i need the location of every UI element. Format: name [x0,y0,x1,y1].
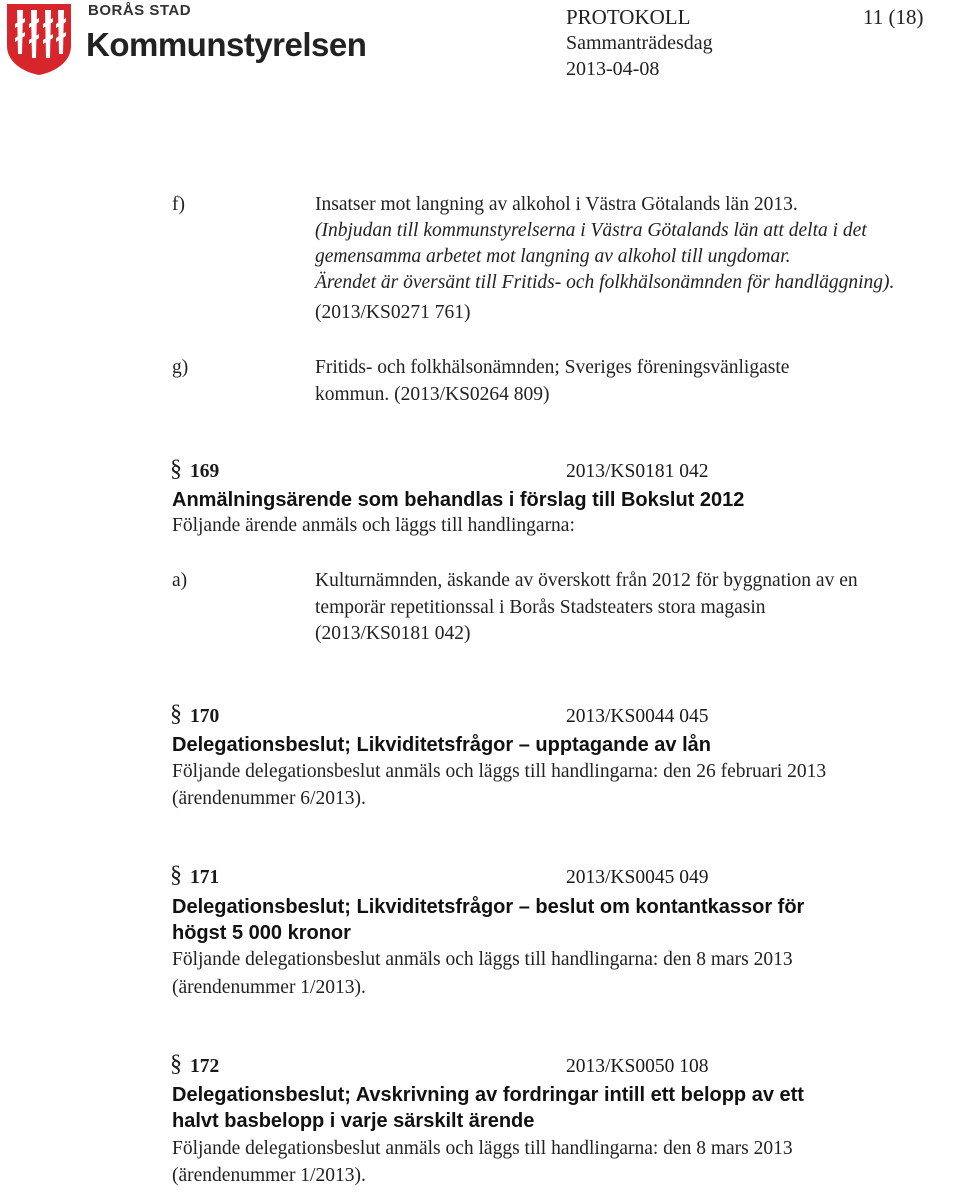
paragraph-title: halvt basbelopp i varje särskilt ärende [172,1110,535,1132]
sub-item-label: a) [172,570,188,591]
paragraph-body: (ärendenummer 1/2013). [172,977,366,998]
case-reference: 2013/KS0044 045 [566,706,709,727]
item-line: (2013/KS0271 761) [315,302,471,323]
section-sign: § [170,1051,182,1077]
paragraph-title: Anmälningsärende som behandlas i förslag till Bokslut 2012 [172,489,745,511]
section-sign: § [170,701,182,727]
paragraph-title: högst 5 000 kronor [172,922,351,944]
paragraph-body: (ärendenummer 6/2013). [172,788,366,809]
case-reference: 2013/KS0045 049 [566,867,709,888]
paragraph-body: Följande ärende anmäls och läggs till handlingarna: [172,515,575,536]
item-line: gemensamma arbetet mot langning av alkohol till ungdomar. [315,246,791,267]
section-sign: § [170,862,182,888]
paragraph-number: 169 [190,461,220,482]
item-line: kommun. (2013/KS0264 809) [315,384,550,405]
page-number: 11 (18) [863,5,924,29]
item-label: f) [172,194,185,215]
sub-item-line: (2013/KS0181 042) [315,623,471,644]
paragraph-number: 171 [190,867,220,888]
paragraph-title: Delegationsbeslut; Likviditetsfrågor – upptagande av lån [172,734,711,756]
item-line: (Inbjudan till kommunstyrelserna i Västra Götalands län att delta i det [315,220,867,241]
item-line: Fritids- och folkhälsonämnden; Sveriges föreningsvänligaste [315,357,790,378]
paragraph-title: Delegationsbeslut; Likviditetsfrågor – beslut om kontantkassor för [172,896,805,918]
meeting-date: 2013-04-08 [566,58,660,80]
paragraph-body: (ärendenummer 1/2013). [172,1165,366,1186]
paragraph-body: Följande delegationsbeslut anmäls och läggs till handlingarna: den 8 mars 2013 [172,949,793,970]
case-reference: 2013/KS0050 108 [566,1056,709,1077]
item-line: Ärendet är översänt till Fritids- och folkhälsonämnden för handläggning). [315,272,895,293]
item-label: g) [172,357,189,378]
coat-of-arms-logo [5,2,73,76]
document-type: PROTOKOLL [566,5,691,29]
paragraph-body: Följande delegationsbeslut anmäls och läggs till handlingarna: den 8 mars 2013 [172,1138,793,1159]
paragraph-body: Följande delegationsbeslut anmäls och läggs till handlingarna: den 26 februari 2013 [172,761,827,782]
paragraph-number: 170 [190,706,220,727]
logo-organization-name: Kommunstyrelsen [86,26,367,63]
sub-item-line: temporär repetitionssal i Borås Stadsteaters stora magasin [315,597,766,618]
section-sign: § [170,456,182,482]
sub-item-line: Kulturnämnden, äskande av överskott från 2012 för byggnation av en [315,570,858,591]
meeting-date-label: Sammanträdesdag [566,32,713,54]
case-reference: 2013/KS0181 042 [566,461,709,482]
logo-city-name: BORÅS STAD [88,2,192,19]
item-line: Insatser mot langning av alkohol i Västra Götalands län 2013. [315,194,798,215]
paragraph-title: Delegationsbeslut; Avskrivning av fordringar intill ett belopp av ett [172,1084,804,1106]
paragraph-number: 172 [190,1056,220,1077]
